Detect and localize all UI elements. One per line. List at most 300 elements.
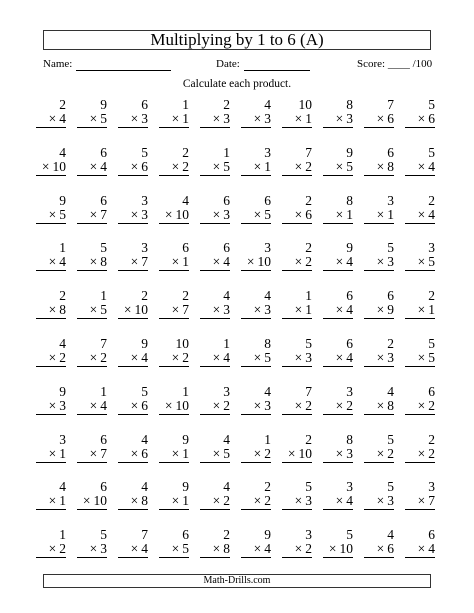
times-sign: × <box>171 158 180 174</box>
multiplier-line <box>77 160 107 176</box>
times-sign: × <box>253 158 262 174</box>
multiplier-line <box>282 542 312 558</box>
multiplier-line <box>77 112 107 128</box>
times-sign: × <box>253 206 262 222</box>
times-sign: × <box>294 111 303 126</box>
multiplier-line <box>405 542 435 558</box>
multiplier: 10 <box>175 206 189 222</box>
times-sign: × <box>294 493 303 509</box>
problem-9-9 <box>357 478 398 526</box>
multiplier-line <box>241 112 271 128</box>
times-sign: × <box>376 254 385 270</box>
multiplier: 3 <box>59 397 66 413</box>
problem-8-8 <box>316 431 357 479</box>
multiplier-line <box>405 303 435 319</box>
multiplicand: 6 <box>141 97 148 112</box>
times-sign: × <box>417 541 426 557</box>
multiplicand: 3 <box>264 240 271 256</box>
multiplicand: 4 <box>223 431 230 447</box>
multiplicand: 4 <box>387 527 394 543</box>
multiplier: 5 <box>223 445 230 461</box>
multiplicand: 9 <box>182 479 189 495</box>
multiplier-line <box>405 399 435 415</box>
problem-5-1 <box>29 287 70 335</box>
times-sign: × <box>417 206 426 222</box>
times-sign: × <box>294 206 303 222</box>
multiplier: 3 <box>387 254 394 270</box>
multiplicand: 2 <box>223 97 230 112</box>
problem-5-10 <box>398 287 439 335</box>
date-field <box>216 58 310 71</box>
times-sign: × <box>171 302 180 318</box>
multiplier: 2 <box>264 493 271 509</box>
multiplier: 5 <box>223 158 230 174</box>
problem-10-1 <box>29 526 70 574</box>
multiplier: 5 <box>346 158 353 174</box>
multiplicand: 1 <box>182 97 189 112</box>
multiplicand: 2 <box>428 431 435 447</box>
multiplier: 6 <box>387 541 394 557</box>
multiplier-line <box>282 160 312 176</box>
multiplier: 10 <box>257 254 271 270</box>
multiplier-line <box>200 160 230 176</box>
multiplicand: 7 <box>305 383 312 399</box>
multiplier-line <box>282 447 312 463</box>
problem-8-10 <box>398 431 439 479</box>
multiplicand: 9 <box>264 527 271 543</box>
multiplier-line <box>159 112 189 128</box>
name-line <box>76 60 171 71</box>
multiplicand: 6 <box>428 383 435 399</box>
multiplier-line <box>36 447 66 463</box>
multiplier: 1 <box>305 302 312 318</box>
problem-1-9 <box>357 96 398 144</box>
multiplier-line <box>323 112 353 128</box>
multiplicand: 4 <box>59 144 66 160</box>
times-sign: × <box>417 397 426 413</box>
times-sign: × <box>335 158 344 174</box>
multiplier-line <box>118 351 148 367</box>
multiplier: 2 <box>387 445 394 461</box>
times-sign: × <box>335 349 344 365</box>
times-sign: × <box>335 254 344 270</box>
multiplicand: 4 <box>264 288 271 304</box>
times-sign: × <box>171 493 180 509</box>
multiplicand: 1 <box>100 288 107 304</box>
multiplicand: 2 <box>264 479 271 495</box>
multiplicand: 2 <box>305 192 312 208</box>
multiplicand: 4 <box>264 383 271 399</box>
problem-3-9 <box>357 192 398 240</box>
problem-7-1 <box>29 383 70 431</box>
multiplier-line <box>364 303 394 319</box>
problem-2-6 <box>234 144 275 192</box>
multiplicand: 1 <box>264 431 271 447</box>
problem-2-3 <box>111 144 152 192</box>
multiplier: 1 <box>387 206 394 222</box>
problem-7-10 <box>398 383 439 431</box>
multiplier: 3 <box>223 206 230 222</box>
multiplicand: 5 <box>387 240 394 256</box>
multiplier-line <box>200 542 230 558</box>
multiplier: 3 <box>305 493 312 509</box>
multiplier-line <box>323 494 353 510</box>
multiplier-line <box>159 208 189 224</box>
multiplicand: 2 <box>305 431 312 447</box>
multiplier-line <box>323 542 353 558</box>
multiplicand: 4 <box>141 479 148 495</box>
problem-1-7 <box>275 96 316 144</box>
multiplicand: 9 <box>346 240 353 256</box>
multiplicand: 5 <box>100 240 107 256</box>
multiplier: 4 <box>346 493 353 509</box>
multiplicand: 3 <box>428 240 435 256</box>
multiplicand: 4 <box>141 431 148 447</box>
multiplier: 8 <box>387 397 394 413</box>
problem-6-8 <box>316 335 357 383</box>
multiplicand: 4 <box>59 335 66 351</box>
multiplier-line <box>159 255 189 271</box>
multiplier: 5 <box>100 302 107 318</box>
problem-3-1 <box>29 192 70 240</box>
times-sign: × <box>287 445 296 461</box>
multiplicand: 3 <box>428 479 435 495</box>
multiplier-line <box>77 542 107 558</box>
multiplier: 1 <box>182 111 189 126</box>
problem-5-6 <box>234 287 275 335</box>
times-sign: × <box>376 206 385 222</box>
multiplier: 3 <box>264 302 271 318</box>
multiplier: 3 <box>305 349 312 365</box>
worksheet-title: Multiplying by 1 to 6 (A) <box>43 30 431 50</box>
multiplier: 2 <box>100 349 107 365</box>
multiplicand: 3 <box>141 192 148 208</box>
times-sign: × <box>417 445 426 461</box>
problem-1-2 <box>70 96 111 144</box>
multiplier-line <box>118 399 148 415</box>
multiplier-line <box>159 399 189 415</box>
multiplier-line <box>241 351 271 367</box>
multiplicand: 3 <box>223 383 230 399</box>
problem-grid <box>29 96 439 574</box>
problem-10-2 <box>70 526 111 574</box>
multiplicand: 8 <box>346 192 353 208</box>
times-sign: × <box>130 397 139 413</box>
multiplier: 5 <box>428 349 435 365</box>
problem-2-7 <box>275 144 316 192</box>
multiplicand: 2 <box>59 97 66 112</box>
multiplier: 3 <box>223 111 230 126</box>
times-sign: × <box>82 493 91 509</box>
multiplier: 1 <box>346 206 353 222</box>
times-sign: × <box>89 111 98 126</box>
multiplier: 5 <box>100 111 107 126</box>
multiplier: 1 <box>59 445 66 461</box>
multiplier-line <box>323 447 353 463</box>
multiplier: 10 <box>52 158 66 174</box>
multiplicand: 1 <box>223 144 230 160</box>
times-sign: × <box>89 158 98 174</box>
multiplier-line <box>282 255 312 271</box>
multiplier-line <box>118 255 148 271</box>
multiplicand: 10 <box>298 97 312 112</box>
multiplicand: 1 <box>182 383 189 399</box>
problem-5-8 <box>316 287 357 335</box>
multiplier-line <box>405 494 435 510</box>
times-sign: × <box>171 541 180 557</box>
times-sign: × <box>253 397 262 413</box>
multiplicand: 4 <box>223 479 230 495</box>
multiplier: 10 <box>93 493 107 509</box>
times-sign: × <box>212 493 221 509</box>
multiplicand: 5 <box>141 144 148 160</box>
problem-6-1 <box>29 335 70 383</box>
multiplicand: 3 <box>387 192 394 208</box>
multiplier-line <box>405 351 435 367</box>
multiplier: 2 <box>223 397 230 413</box>
problem-7-7 <box>275 383 316 431</box>
multiplier: 3 <box>387 349 394 365</box>
problem-5-3 <box>111 287 152 335</box>
multiplier: 2 <box>346 397 353 413</box>
problem-5-2 <box>70 287 111 335</box>
times-sign: × <box>376 541 385 557</box>
multiplier-line <box>405 208 435 224</box>
multiplicand: 7 <box>100 335 107 351</box>
multiplicand: 6 <box>387 144 394 160</box>
times-sign: × <box>212 206 221 222</box>
times-sign: × <box>130 206 139 222</box>
multiplicand: 4 <box>223 288 230 304</box>
multiplier: 3 <box>100 541 107 557</box>
problem-3-2 <box>70 192 111 240</box>
times-sign: × <box>417 111 426 126</box>
multiplicand: 1 <box>59 240 66 256</box>
multiplier-line <box>405 112 435 128</box>
multiplier-line <box>364 112 394 128</box>
multiplicand: 9 <box>59 192 66 208</box>
multiplier: 3 <box>223 302 230 318</box>
multiplier-line <box>118 208 148 224</box>
multiplicand: 6 <box>387 288 394 304</box>
multiplier-line <box>77 255 107 271</box>
multiplier: 2 <box>223 493 230 509</box>
multiplier-line <box>241 160 271 176</box>
problem-5-5 <box>193 287 234 335</box>
name-field <box>43 58 171 71</box>
times-sign: × <box>89 445 98 461</box>
multiplier: 3 <box>141 111 148 126</box>
times-sign: × <box>376 397 385 413</box>
multiplier: 4 <box>428 158 435 174</box>
problem-2-5 <box>193 144 234 192</box>
multiplier-line <box>118 303 148 319</box>
multiplier: 1 <box>428 302 435 318</box>
multiplicand: 9 <box>346 144 353 160</box>
multiplicand: 6 <box>100 479 107 495</box>
multiplier: 2 <box>305 254 312 270</box>
times-sign: × <box>335 302 344 318</box>
problem-8-5 <box>193 431 234 479</box>
times-sign: × <box>130 541 139 557</box>
times-sign: × <box>48 445 57 461</box>
times-sign: × <box>212 349 221 365</box>
multiplier: 7 <box>100 206 107 222</box>
problem-5-7 <box>275 287 316 335</box>
multiplier-line <box>118 542 148 558</box>
multiplicand: 7 <box>141 527 148 543</box>
times-sign: × <box>417 349 426 365</box>
problem-5-4 <box>152 287 193 335</box>
times-sign: × <box>212 541 221 557</box>
multiplicand: 8 <box>346 431 353 447</box>
multiplicand: 4 <box>264 97 271 112</box>
multiplicand: 10 <box>175 335 189 351</box>
multiplier-line <box>200 399 230 415</box>
times-sign: × <box>48 302 57 318</box>
times-sign: × <box>130 493 139 509</box>
multiplier: 5 <box>264 206 271 222</box>
times-sign: × <box>335 397 344 413</box>
multiplicand: 2 <box>428 192 435 208</box>
multiplier-line <box>323 303 353 319</box>
times-sign: × <box>164 206 173 222</box>
multiplier-line <box>241 399 271 415</box>
multiplicand: 1 <box>59 527 66 543</box>
multiplicand: 7 <box>387 97 394 112</box>
score-field <box>357 58 432 71</box>
multiplier: 2 <box>305 158 312 174</box>
problem-6-5 <box>193 335 234 383</box>
problem-8-1 <box>29 431 70 479</box>
multiplier: 8 <box>223 541 230 557</box>
problem-3-8 <box>316 192 357 240</box>
times-sign: × <box>89 302 98 318</box>
multiplicand: 7 <box>305 144 312 160</box>
multiplicand: 2 <box>182 288 189 304</box>
multiplier-line <box>364 399 394 415</box>
multiplicand: 3 <box>141 240 148 256</box>
multiplier-line <box>159 494 189 510</box>
times-sign: × <box>212 254 221 270</box>
problem-6-6 <box>234 335 275 383</box>
multiplier: 1 <box>59 493 66 509</box>
multiplier-line <box>118 112 148 128</box>
multiplier-line <box>200 112 230 128</box>
times-sign: × <box>253 445 262 461</box>
multiplier: 4 <box>223 254 230 270</box>
times-sign: × <box>41 158 50 174</box>
times-sign: × <box>253 302 262 318</box>
times-sign: × <box>417 158 426 174</box>
times-sign: × <box>335 111 344 126</box>
multiplier: 4 <box>141 541 148 557</box>
times-sign: × <box>335 445 344 461</box>
multiplicand: 5 <box>305 335 312 351</box>
multiplier-line <box>323 208 353 224</box>
multiplier: 10 <box>175 397 189 413</box>
multiplier-line <box>323 351 353 367</box>
multiplicand: 1 <box>100 383 107 399</box>
problem-4-3 <box>111 239 152 287</box>
problem-8-9 <box>357 431 398 479</box>
problem-4-9 <box>357 239 398 287</box>
times-sign: × <box>417 493 426 509</box>
problem-6-4 <box>152 335 193 383</box>
multiplicand: 5 <box>428 144 435 160</box>
multiplier: 3 <box>264 397 271 413</box>
problem-8-3 <box>111 431 152 479</box>
multiplicand: 9 <box>59 383 66 399</box>
problem-9-3 <box>111 478 152 526</box>
multiplier-line <box>364 160 394 176</box>
multiplier-line <box>241 303 271 319</box>
multiplier-line <box>77 351 107 367</box>
times-sign: × <box>376 493 385 509</box>
times-sign: × <box>294 397 303 413</box>
multiplier: 4 <box>428 541 435 557</box>
multiplicand: 5 <box>428 97 435 112</box>
times-sign: × <box>212 397 221 413</box>
multiplier-line <box>77 303 107 319</box>
times-sign: × <box>253 541 262 557</box>
multiplier-line <box>118 494 148 510</box>
problem-1-1 <box>29 96 70 144</box>
multiplicand: 2 <box>428 288 435 304</box>
multiplier-line <box>323 160 353 176</box>
problem-1-10 <box>398 96 439 144</box>
multiplier-line <box>405 160 435 176</box>
multiplicand: 4 <box>182 192 189 208</box>
problem-1-3 <box>111 96 152 144</box>
multiplier-line <box>36 494 66 510</box>
times-sign: × <box>294 541 303 557</box>
multiplier: 2 <box>59 541 66 557</box>
multiplier: 6 <box>305 206 312 222</box>
footer-source: Math-Drills.com <box>43 574 431 588</box>
multiplier: 5 <box>428 254 435 270</box>
times-sign: × <box>130 445 139 461</box>
multiplier-line <box>36 542 66 558</box>
multiplicand: 3 <box>346 479 353 495</box>
times-sign: × <box>212 111 221 126</box>
multiplier-line <box>282 399 312 415</box>
problem-7-6 <box>234 383 275 431</box>
multiplier-line <box>241 447 271 463</box>
multiplier: 7 <box>428 493 435 509</box>
multiplier: 8 <box>387 158 394 174</box>
times-sign: × <box>89 254 98 270</box>
multiplicand: 3 <box>59 431 66 447</box>
problem-6-3 <box>111 335 152 383</box>
multiplier-line <box>282 303 312 319</box>
multiplier: 2 <box>305 541 312 557</box>
multiplier-line <box>36 303 66 319</box>
instruction-text: Calculate each product. <box>182 78 292 90</box>
problem-9-1 <box>29 478 70 526</box>
problem-9-5 <box>193 478 234 526</box>
multiplier: 1 <box>305 111 312 126</box>
multiplier: 1 <box>182 254 189 270</box>
problem-4-4 <box>152 239 193 287</box>
multiplier-line <box>118 160 148 176</box>
problem-10-4 <box>152 526 193 574</box>
problem-2-1 <box>29 144 70 192</box>
multiplier: 4 <box>223 349 230 365</box>
multiplier: 3 <box>264 111 271 126</box>
multiplier-line <box>159 542 189 558</box>
multiplier: 7 <box>182 302 189 318</box>
